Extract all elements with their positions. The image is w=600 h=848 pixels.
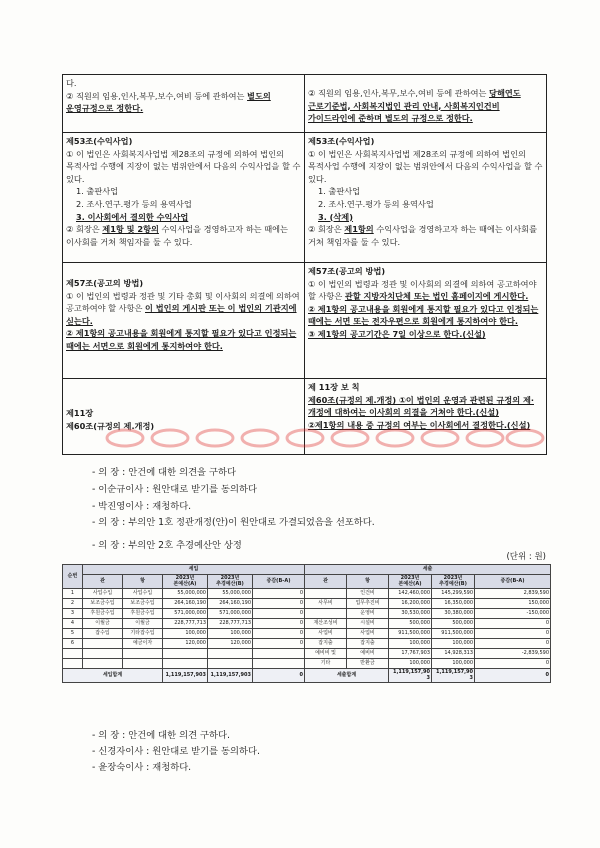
table-cell: 보조금수입 xyxy=(83,598,123,608)
table-cell: 0 xyxy=(253,628,305,638)
chapter-title: 제 11장 보 칙 xyxy=(308,382,360,392)
red-seal-stamp-row xyxy=(95,427,550,449)
table-cell: 3 xyxy=(63,608,83,618)
header-cell: 증감(B-A) xyxy=(475,575,551,589)
table-cell: 업무추진비 xyxy=(347,598,389,608)
table-cell xyxy=(163,648,208,658)
text: 수익사업을 경영하고자 하는 때에는 이사회를 거쳐 책임자를 둘 수 있다. xyxy=(308,224,538,247)
table-cell: 120,000 xyxy=(163,638,208,648)
minutes-line: - 박진영이사 : 재청하다. xyxy=(92,501,192,512)
table-row xyxy=(63,658,551,668)
table-cell: 기타 xyxy=(305,658,347,668)
table-cell xyxy=(123,648,163,658)
table-cell: 4 xyxy=(63,618,83,628)
table-cell: 100,000 xyxy=(432,658,475,668)
table-cell: 911,500,000 xyxy=(432,628,475,638)
table-cell: 이월금 xyxy=(83,618,123,628)
highlight-text: ② 제1항의 공고내용을 회원에게 통지할 필요가 있다고 인정되는 때에는 서면 또는 전자우편으로 회원에게 통지하여야 한다. xyxy=(308,303,539,327)
old-article-53 xyxy=(63,133,305,263)
header-cell: 2023년 본예산(A) xyxy=(163,575,208,589)
text: ② 회장은 xyxy=(308,224,345,235)
budget-table xyxy=(62,564,551,683)
highlight-text: 제60조(규정의 제.개정) ①이 법인의 운영과 관련된 규정의 제·개정에 대하여는 이사회의 의결을 거쳐야 한다.(신설) xyxy=(308,394,534,418)
table-cell xyxy=(83,648,123,658)
table-cell: 0 xyxy=(253,588,305,598)
table-row xyxy=(63,598,551,608)
minutes-line: - 윤장숙이사 : 재청하다. xyxy=(92,762,192,773)
highlight-text: 관할 지방자치단체 또는 법인 홈페이지에 게시한다. xyxy=(344,291,529,302)
minutes-line: - 의 장 : 부의안 1호 정관개정(안)이 원안대로 가결되었음을 선포하다. xyxy=(92,517,375,528)
table-cell: 30,380,000 xyxy=(432,608,475,618)
list-item: 3. (삭제) xyxy=(318,211,353,222)
table-cell: 571,000,000 xyxy=(208,608,253,618)
text: ① 이 법인은 사회복지사업법 제28조의 규정에 의하여 법인의 목적사업 수행에 지장이 없는 범위안에서 다음의 수익사업을 할 수 있다. xyxy=(308,148,543,184)
article-title: 제53조(수익사업) xyxy=(66,136,133,146)
highlight-text: ③ 제1항의 공고기간은 7일 이상으로 한다.(신설) xyxy=(308,328,486,339)
table-cell: 기타잡수입 xyxy=(123,628,163,638)
table-cell: 145,299,590 xyxy=(432,588,475,598)
table-cell xyxy=(208,658,253,668)
highlight-text: ②제1항의 내용 중 규정의 여부는 이사회에서 결정한다.(신설) xyxy=(308,419,531,430)
table-cell: 보조금수입 xyxy=(123,598,163,608)
table-cell: 120,000 xyxy=(208,638,253,648)
table-cell: 0 xyxy=(475,668,551,682)
table-cell: 0 xyxy=(475,618,551,628)
table-cell: 1,119,157,90 3 xyxy=(432,668,475,682)
table-row xyxy=(63,628,551,638)
header-cell: 항 xyxy=(347,575,389,589)
table-cell: 사업수입 xyxy=(83,588,123,598)
table-cell xyxy=(208,648,253,658)
table-cell: -150,000 xyxy=(475,608,551,618)
text: ② 직원의 임용,인사,복무,보수,여비 등에 관하여는 xyxy=(66,90,248,101)
table-cell: 2,839,590 xyxy=(475,588,551,598)
table-cell: 0 xyxy=(253,608,305,618)
old-article-staff xyxy=(63,75,305,133)
list-item: 3. 이사회에서 결의한 수익사업 xyxy=(76,211,189,222)
table-cell xyxy=(123,658,163,668)
table-cell: 예금이자 xyxy=(123,638,163,648)
table-cell: 0 xyxy=(253,618,305,628)
unit-label: (단위 : 원) xyxy=(506,552,546,562)
table-cell: 이월금 xyxy=(123,618,163,628)
chapter-title: 제11장 xyxy=(66,408,94,418)
table-cell: 0 xyxy=(475,658,551,668)
regulation-comparison-table xyxy=(62,74,547,455)
highlight-text: 제1항의 xyxy=(344,224,374,235)
table-cell: 시설비 xyxy=(347,618,389,628)
agenda-line: - 의 장 : 부의안 2호 추경예산안 상정 xyxy=(92,540,242,551)
table-row xyxy=(63,608,551,618)
table-cell: 14,928,313 xyxy=(432,648,475,658)
table-cell: 후원금수입 xyxy=(83,608,123,618)
table-cell: 인건비 xyxy=(347,588,389,598)
header-cell: 순번 xyxy=(63,565,83,589)
table-cell: 재산조성비 xyxy=(305,618,347,628)
header-cell: 증감(B-A) xyxy=(253,575,305,589)
new-article-staff xyxy=(305,75,547,133)
table-cell: 228,777,713 xyxy=(208,618,253,628)
table-cell xyxy=(63,658,83,668)
table-row xyxy=(63,618,551,628)
text: 수익사업을 경영하고자 하는 때에는 이사회를 거쳐 책임자를 둘 수 있다. xyxy=(66,224,288,247)
table-cell: 100,000 xyxy=(389,638,432,648)
minutes-line: - 이순규이사 : 원안대로 받기를 동의하다 xyxy=(92,484,257,495)
table-cell xyxy=(253,648,305,658)
list-item: 1. 출판사업 xyxy=(318,186,361,197)
header-cell: 2023년 추경예산(B) xyxy=(208,575,253,589)
table-cell: 반환금 xyxy=(347,658,389,668)
text: ① 이 법인의 법령과 정관 및 이사회의 의결에 의하여 공고하여야 할 사항은 xyxy=(308,278,537,302)
text: ① 이 법인의 법령과 정관 및 기타 총회 및 이사회의 의결에 의하여 공고하여야 할 사항은 xyxy=(66,290,300,314)
table-cell xyxy=(83,638,123,648)
text: 다. xyxy=(66,78,77,88)
new-article-57 xyxy=(305,263,547,379)
table-cell: 예비비 xyxy=(347,648,389,658)
minutes-line: - 의 장 : 안건에 대한 의견을 구하다 xyxy=(92,467,236,478)
table-cell: 500,000 xyxy=(432,618,475,628)
new-article-53 xyxy=(305,133,547,263)
highlight-text: 당해연도 근로기준법, 사회복지법인 관리 안내, 사회복지인건비 가이드라인에 준하며 별도의 규정으로 정한다. xyxy=(308,88,521,124)
header-cell: 항 xyxy=(123,575,163,589)
list-item: 2. 조사.연구.평가 등의 용역사업 xyxy=(318,198,434,209)
table-cell: 5 xyxy=(63,628,83,638)
table-cell: 운영비 xyxy=(347,608,389,618)
table-cell: 16,350,000 xyxy=(432,598,475,608)
old-article-57 xyxy=(63,263,305,379)
table-row xyxy=(63,638,551,648)
table-cell xyxy=(83,658,123,668)
table-cell: 잡지출 xyxy=(347,638,389,648)
minutes-line: - 신경자이사 : 원안대로 받기를 동의하다. xyxy=(92,746,260,757)
table-cell: 150,000 xyxy=(475,598,551,608)
table-cell: 0 xyxy=(253,668,305,682)
table-cell: 1 xyxy=(63,588,83,598)
table-row xyxy=(63,588,551,598)
header-cell: 2023년 추경예산(B) xyxy=(432,575,475,589)
table-cell: 264,160,190 xyxy=(208,598,253,608)
table-cell: 예비비 및 xyxy=(305,648,347,658)
table-cell: 1,119,157,903 xyxy=(163,668,208,682)
header-cell: 2023년 본예산(A) xyxy=(389,575,432,589)
table-cell: 228,777,713 xyxy=(163,618,208,628)
table-cell: 1,119,157,903 xyxy=(208,668,253,682)
table-cell: 사업비 xyxy=(305,628,347,638)
text: ① 이 법인은 사회복지사업법 제28조의 규정에 의하여 법인의 목적사업 수행에 지장이 없는 범위안에서 다음의 수익사업을 할 수 있다. xyxy=(66,148,301,184)
table-cell: 잡지출 xyxy=(305,638,347,648)
table-cell: 0 xyxy=(253,598,305,608)
table-cell: 0 xyxy=(475,628,551,638)
table-cell: 0 xyxy=(253,638,305,648)
article-title: 제53조(수익사업) xyxy=(308,136,375,146)
table-cell: 잡수입 xyxy=(83,628,123,638)
table-cell: 100,000 xyxy=(208,628,253,638)
table-cell xyxy=(163,658,208,668)
table-cell: 911,500,000 xyxy=(389,628,432,638)
table-cell: 571,000,000 xyxy=(163,608,208,618)
expense-total-label: 세출합계 xyxy=(305,668,389,682)
table-row xyxy=(63,648,551,658)
table-cell: -2,839,590 xyxy=(475,648,551,658)
text: ② 회장은 xyxy=(66,224,103,235)
list-item: 1. 출판사업 xyxy=(76,186,119,197)
highlight-text: 이 법인의 게시판 또는 이 법인의 기관지에 싣는다. xyxy=(66,303,297,326)
table-cell: 1,119,157,90 3 xyxy=(389,668,432,682)
minutes-line: - 의 장 : 안건에 대한 의견 구하다. xyxy=(92,730,230,741)
table-cell: 후원금수입 xyxy=(123,608,163,618)
table-cell xyxy=(63,648,83,658)
table-cell xyxy=(305,588,347,598)
income-header: 세입 xyxy=(83,565,305,575)
table-cell: 264,160,190 xyxy=(163,598,208,608)
table-cell: 142,460,000 xyxy=(389,588,432,598)
table-cell: 100,000 xyxy=(389,658,432,668)
table-cell: 16,200,000 xyxy=(389,598,432,608)
expense-header: 세출 xyxy=(305,565,551,575)
highlight-text: 별도의 운영규정으로 정한다. xyxy=(66,90,271,114)
list-item: 2. 조사.연구.평가 등의 용역사업 xyxy=(76,198,192,209)
text: ② 직원의 임용,인사,복무,보수,여비 등에 관하여는 xyxy=(308,88,490,98)
highlight-text: 제1항 및 2항의 xyxy=(102,224,159,235)
table-cell: 사업수입 xyxy=(123,588,163,598)
table-cell: 500,000 xyxy=(389,618,432,628)
table-cell xyxy=(253,658,305,668)
article-title: 제57조(공고의 방법) xyxy=(308,266,386,276)
table-cell: 55,000,000 xyxy=(208,588,253,598)
article-title: 제60조(규정의 제.개정) xyxy=(66,420,155,431)
table-cell: 2 xyxy=(63,598,83,608)
highlight-text: ② 제1항의 공고내용을 회원에게 통지할 필요가 있다고 인정되는 때에는 서면으로 회원에게 통지하여야 한다. xyxy=(66,328,297,351)
table-cell: 100,000 xyxy=(163,628,208,638)
header-cell: 관 xyxy=(83,575,123,589)
table-cell: 30,530,000 xyxy=(389,608,432,618)
table-cell: 17,767,903 xyxy=(389,648,432,658)
income-total-label: 세입합계 xyxy=(63,668,163,682)
table-cell: 사무비 xyxy=(305,598,347,608)
article-title: 제57조(공고의 방법) xyxy=(66,278,144,288)
table-cell: 사업비 xyxy=(347,628,389,638)
table-cell xyxy=(305,608,347,618)
header-cell: 관 xyxy=(305,575,347,589)
total-row xyxy=(63,668,551,682)
table-cell: 6 xyxy=(63,638,83,648)
table-cell: 0 xyxy=(475,638,551,648)
table-cell: 100,000 xyxy=(432,638,475,648)
table-cell: 55,000,000 xyxy=(163,588,208,598)
